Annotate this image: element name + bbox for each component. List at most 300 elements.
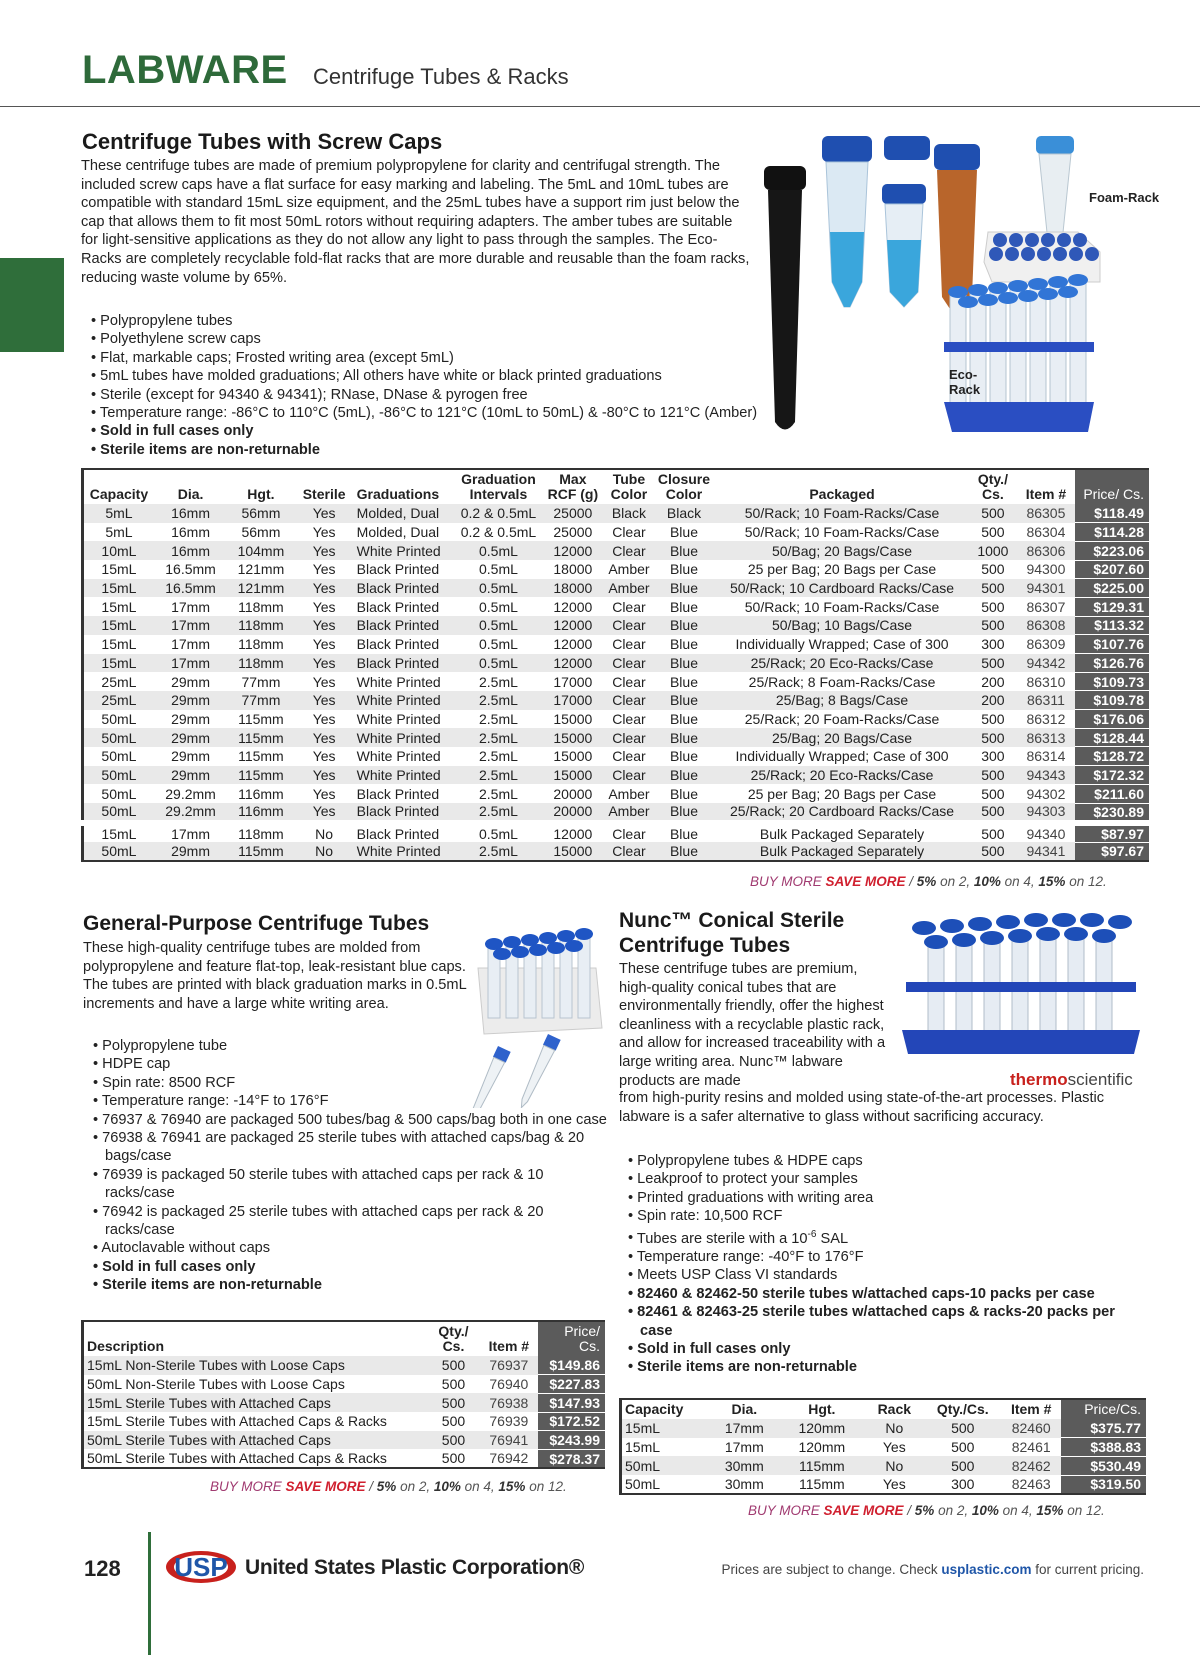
table-cell: Blue (653, 579, 714, 598)
table-cell: 29mm (154, 691, 227, 710)
table-cell: 10mL (83, 541, 154, 560)
table-cell: 82462 (1001, 1456, 1061, 1475)
list-item: • Sold in full cases only (91, 422, 851, 440)
list-item: • Autoclavable without caps (93, 1239, 613, 1257)
table-cell: 15000 (541, 842, 604, 861)
table-cell: Black Printed (354, 616, 456, 635)
general-tubes-photo (470, 918, 605, 1108)
table-cell: $172.32 (1075, 766, 1149, 785)
column-header: Price/ Cs. (538, 1321, 605, 1356)
table-cell: 2.5mL (478, 785, 518, 802)
table-row (621, 1419, 1147, 1438)
table-cell: 500 (981, 785, 1005, 802)
table-cell: Yes (882, 1475, 906, 1492)
table-cell: 500 (951, 1439, 975, 1456)
column-header: Price/ Cs. (1075, 469, 1149, 504)
table-cell: 17mm (171, 636, 211, 653)
table-cell: 94300 (1026, 561, 1066, 578)
table-cell: Clear (604, 541, 653, 560)
table-cell: 56mm (241, 524, 281, 541)
page-category-title: LABWARE (82, 48, 288, 92)
table-cell: No (295, 823, 354, 843)
table-cell: 2.5mL (456, 691, 542, 710)
table-cell: 500 (969, 728, 1016, 747)
list-item: • Polypropylene tube (93, 1037, 613, 1055)
table-cell: Blue (653, 728, 714, 747)
table-cell: 2.5mL (456, 842, 542, 861)
list-item: • Leakproof to protect your samples (628, 1170, 1148, 1188)
table-cell: 50mL (83, 766, 154, 785)
table-cell: 50mL Non-Sterile Tubes with Loose Caps (87, 1376, 345, 1393)
volume-discount-note: BUY MORE SAVE MORE / 5% on 2, 10% on 4, 15% on 12. (748, 1503, 1105, 1518)
table-cell: 50/Rack; 10 Cardboard Racks/Case (715, 579, 970, 598)
table-cell: Clear (612, 673, 646, 690)
table-cell: 15mL (621, 1419, 710, 1438)
table-cell: Clear (604, 616, 653, 635)
table-cell: 50mL (621, 1456, 710, 1475)
table-cell: Yes (295, 654, 354, 673)
table-cell: 12000 (541, 823, 604, 843)
list-item: • Sterile items are non-returnable (628, 1358, 1148, 1376)
table-cell: Black Printed (354, 803, 456, 823)
table-row (83, 1449, 606, 1468)
table-cell: Amber (604, 803, 653, 823)
table-cell: 82463 (1011, 1475, 1051, 1492)
table-cell: $211.60 (1075, 784, 1149, 803)
table-cell: Yes (312, 748, 336, 765)
table-cell: Yes (312, 524, 336, 541)
table-cell: 15000 (553, 710, 593, 727)
table-cell: Bulk Packaged Separately (715, 842, 970, 861)
table-cell: White Printed (354, 842, 456, 861)
table-cell: Blue (669, 636, 698, 653)
table-cell: 15mL Sterile Tubes with Attached Caps (83, 1393, 428, 1412)
section-tab-marker (0, 258, 64, 352)
table-cell: 0.2 & 0.5mL (460, 524, 537, 541)
table-cell: 76937 (480, 1356, 539, 1375)
column-header: Dia. (731, 1401, 758, 1417)
table-cell: 94301 (1016, 579, 1075, 598)
table-cell: No (864, 1419, 924, 1438)
table-cell: 118mm (227, 616, 294, 635)
table-cell: 115mm (227, 728, 294, 747)
table-cell: 17mm (171, 598, 211, 615)
list-item: • 82461 & 82463-25 sterile tubes w/attached caps & racks-20 packs per case (628, 1303, 1148, 1340)
table-cell: 25/Rack; 20 Eco-Racks/Case (715, 766, 970, 785)
table-cell: 115mm (238, 748, 284, 765)
table-cell: 2.5mL (456, 728, 542, 747)
table-cell: 500 (441, 1376, 466, 1393)
table-cell: $530.49 (1061, 1456, 1146, 1475)
table-cell: 500 (969, 823, 1016, 843)
table-cell: Clear (612, 710, 646, 727)
table-cell: White Printed (354, 691, 456, 710)
column-header: Tube Color (610, 471, 648, 502)
table-cell: 12000 (553, 598, 593, 615)
list-item: • 76942 is packaged 25 sterile tubes with attached caps per rack & 20 racks/case (93, 1203, 613, 1240)
table-cell: 25mL (101, 673, 137, 690)
table-cell: Blue (669, 748, 698, 765)
table-cell: 0.5mL (456, 541, 542, 560)
table-cell: 12000 (541, 541, 604, 560)
table-cell: 29mm (171, 673, 211, 690)
table-cell: $388.83 (1061, 1438, 1146, 1457)
table-row (83, 523, 1150, 542)
table-cell: Black Printed (356, 561, 440, 578)
table-cell: Amber (604, 579, 653, 598)
list-item: • Polypropylene tubes (91, 312, 851, 330)
column-header: Capacity (625, 1401, 684, 1417)
table-cell: $118.49 (1075, 504, 1149, 523)
table-cell: White Printed (356, 710, 441, 727)
table-cell: 16mm (154, 541, 227, 560)
table-cell: Yes (295, 504, 354, 523)
page-number: 128 (84, 1556, 121, 1581)
table-cell: 86313 (1016, 728, 1075, 747)
table-cell: 15mL (101, 636, 137, 653)
table-cell: Blue (653, 766, 714, 785)
table-cell: $114.28 (1075, 523, 1149, 542)
table-row (83, 504, 1150, 523)
table-cell: 86311 (1016, 691, 1075, 710)
table-cell: Black (604, 504, 653, 523)
table-cell: 500 (925, 1456, 1002, 1475)
table-cell: 120mm (780, 1419, 865, 1438)
table-cell: 0.5mL (456, 616, 542, 635)
table-cell: 25000 (541, 504, 604, 523)
table-cell: Bulk Packaged Separately (715, 823, 970, 843)
list-item: • Sold in full cases only (628, 1340, 1148, 1358)
list-item: • Temperature range: -14°F to 176°F (93, 1092, 613, 1110)
table-cell: 0.5mL (478, 561, 518, 578)
table-row (83, 1412, 606, 1431)
table-cell: 17mm (709, 1419, 779, 1438)
table-cell: Clear (604, 654, 653, 673)
table-cell: 15mL (83, 654, 154, 673)
table-cell: 2.5mL (456, 766, 542, 785)
table-cell: 300 (981, 748, 1005, 765)
list-item: • 76937 & 76940 are packaged 500 tubes/bag & 500 caps/bag both in one case (93, 1111, 613, 1129)
list-item: • Polypropylene tubes & HDPE caps (628, 1152, 1148, 1170)
table-cell: Clear (604, 691, 653, 710)
table-cell: Clear (604, 766, 653, 785)
list-item: • Spin rate: 8500 RCF (93, 1074, 613, 1092)
table-cell: 104mm (227, 541, 294, 560)
table-cell: 25/Rack; 20 Foam-Racks/Case (744, 710, 940, 727)
table-cell: 56mm (227, 504, 294, 523)
table-cell: 86304 (1026, 524, 1066, 541)
table-cell: Molded, Dual (354, 504, 456, 523)
table-cell: Blue (669, 673, 698, 690)
table-cell: 20000 (553, 785, 593, 802)
thermo-scientific-logo: thermoscientific (1010, 1070, 1133, 1089)
table-cell: 20000 (541, 803, 604, 823)
table-row (83, 1356, 606, 1375)
table-cell: 200 (981, 673, 1005, 690)
table-cell: 25 per Bag; 20 Bags per Case (747, 561, 937, 578)
table-cell: 5mL (105, 524, 133, 541)
table-cell: 118mm (227, 654, 294, 673)
table-cell: 94342 (1016, 654, 1075, 673)
list-item: • Spin rate: 10,500 RCF (628, 1207, 1148, 1225)
table-cell: 76938 (480, 1393, 539, 1412)
table-cell: 500 (441, 1450, 466, 1467)
nunc-tubes-photo (898, 912, 1144, 1062)
table-cell: 94343 (1016, 766, 1075, 785)
table-cell: 300 (981, 636, 1005, 653)
list-item: • Sold in full cases only (93, 1258, 613, 1276)
table-cell: No (864, 1456, 924, 1475)
table-cell: 0.5mL (478, 598, 518, 615)
table-cell: 500 (969, 803, 1016, 823)
table-cell: 30mm (709, 1456, 779, 1475)
table-cell: 86312 (1026, 710, 1066, 727)
list-item: • Sterile items are non-returnable (91, 441, 851, 459)
table-cell: Yes (295, 691, 354, 710)
table-cell: Clear (612, 524, 646, 541)
table-cell: 15mL (83, 616, 154, 635)
table-cell: 15000 (541, 728, 604, 747)
table-cell: 500 (969, 842, 1016, 861)
table-cell: Blue (669, 710, 698, 727)
company-name: United States Plastic Corporation® (245, 1556, 584, 1579)
table-cell: 50mL (83, 842, 154, 861)
table-cell: Clear (604, 728, 653, 747)
table-cell: 86307 (1026, 598, 1066, 615)
table-cell: $278.37 (538, 1449, 605, 1468)
table-cell: 86308 (1016, 616, 1075, 635)
table-cell: Yes (295, 579, 354, 598)
table-cell: Clear (612, 636, 646, 653)
table-cell: 15mL (625, 1439, 661, 1456)
table-cell: $172.52 (538, 1412, 605, 1431)
table-cell: 94341 (1016, 842, 1075, 861)
table-row (83, 728, 1150, 747)
table-cell: 25/Rack; 20 Cardboard Racks/Case (715, 803, 970, 823)
table-cell: 121mm (227, 579, 294, 598)
table-cell: 116mm (227, 803, 294, 823)
table-cell: 15mL Non-Sterile Tubes with Loose Caps (83, 1356, 428, 1375)
table-row (83, 784, 1150, 803)
list-item: • HDPE cap (93, 1055, 613, 1073)
table-row (83, 766, 1150, 785)
list-item: • Meets USP Class VI standards (628, 1266, 1148, 1284)
table-cell: 16mm (171, 524, 211, 541)
table-cell: $107.76 (1075, 635, 1149, 654)
table-cell: 500 (925, 1419, 1002, 1438)
table-cell: White Printed (356, 673, 441, 690)
table-cell: $126.76 (1075, 654, 1149, 673)
column-header: Graduations (356, 486, 440, 502)
table-cell: 82461 (1011, 1439, 1051, 1456)
table-cell: 16mm (154, 504, 227, 523)
table-cell: 25/Rack; 8 Foam-Racks/Case (748, 673, 936, 690)
table-cell: 86305 (1016, 504, 1075, 523)
table-cell: 1000 (969, 541, 1016, 560)
website-link[interactable]: usplastic.com (941, 1562, 1032, 1577)
table-row (83, 616, 1150, 635)
column-header: Closure Color (657, 471, 711, 502)
list-item: • 76939 is packaged 50 sterile tubes with attached caps per rack & 10 racks/case (93, 1166, 613, 1203)
list-item: • 82460 & 82462-50 sterile tubes w/attached caps-10 packs per case (628, 1285, 1148, 1303)
table-cell: 15mL (83, 579, 154, 598)
table-cell: 29mm (154, 766, 227, 785)
table-cell: 82460 (1001, 1419, 1061, 1438)
table-row (83, 654, 1150, 673)
table-cell: 50mL Sterile Tubes with Attached Caps (83, 1431, 428, 1450)
table-cell: 50mL (101, 710, 137, 727)
table-cell: 500 (969, 616, 1016, 635)
table-cell: 18000 (541, 579, 604, 598)
table-cell: 115mm (238, 710, 284, 727)
volume-discount-note: BUY MORE SAVE MORE / 5% on 2, 10% on 4, 15% on 12. (750, 874, 1107, 889)
table-cell: $223.06 (1075, 541, 1149, 560)
table-row (83, 579, 1150, 598)
table-cell: Clear (612, 748, 646, 765)
section-description: These high-quality centrifuge tubes are molded from polypropylene and feature flat-top, leak-resistant blue caps. The tubes are printed with black graduation marks in 0.5mL increments and have a large white writing area. (83, 940, 467, 1012)
table-cell: 2.5mL (478, 748, 518, 765)
table-cell: 50mL (83, 728, 154, 747)
table-cell: $319.50 (1061, 1475, 1146, 1494)
section-description-part2: from high-purity resins and molded using state-of-the-art processes. Plastic labware is a safer alternative to glass without sacrificing accuracy. (619, 1090, 1105, 1125)
table-cell: 118mm (238, 598, 284, 615)
table-cell: 50/Bag; 20 Bags/Case (715, 541, 970, 560)
table-cell: $225.00 (1075, 579, 1149, 598)
table-row (83, 823, 1150, 843)
black-tube-icon (764, 166, 806, 430)
usp-logo (164, 1549, 238, 1585)
table-cell: Clear (612, 598, 646, 615)
table-cell: 17000 (553, 673, 593, 690)
column-header: Qty./ Cs. (977, 471, 1008, 502)
table-cell: 500 (981, 561, 1005, 578)
table-cell: 15mL (83, 823, 154, 843)
table-cell: 115mm (799, 1475, 845, 1492)
table-cell: Yes (312, 673, 336, 690)
table-cell: 500 (969, 579, 1016, 598)
table-row (83, 1375, 606, 1394)
table-cell: Blue (669, 785, 698, 802)
footer-divider (148, 1532, 151, 1655)
table-cell: 2.5mL (478, 673, 518, 690)
column-header: Item # (488, 1338, 530, 1354)
column-header: Hgt. (247, 486, 275, 502)
eco-rack-icon (944, 274, 1094, 432)
table-cell: 94302 (1026, 785, 1066, 802)
table-row (83, 691, 1150, 710)
table-cell: Blue (669, 561, 698, 578)
table-cell: 25000 (553, 524, 593, 541)
table-cell: 30mm (724, 1475, 764, 1492)
table-cell: Clear (604, 823, 653, 843)
table-cell: 18000 (553, 561, 593, 578)
table-cell: 500 (427, 1431, 479, 1450)
column-header: Graduation Intervals (461, 471, 536, 502)
table-cell: White Printed (354, 541, 456, 560)
table-cell: 15mL (101, 598, 137, 615)
table-row (83, 560, 1150, 579)
table-cell: Yes (295, 728, 354, 747)
table-cell: Yes (312, 561, 336, 578)
table-cell: $109.73 (1075, 672, 1149, 691)
table-cell: 118mm (238, 636, 284, 653)
column-header: Rack (877, 1401, 912, 1417)
table-cell: 0.5mL (456, 579, 542, 598)
table-cell: 50/Rack; 10 Foam-Racks/Case (744, 598, 940, 615)
feature-list (91, 312, 851, 459)
table-cell: 25 per Bag; 20 Bags per Case (747, 785, 937, 802)
column-header: Qty./ Cs. (438, 1323, 469, 1354)
table-cell: $129.31 (1075, 597, 1149, 616)
table-cell: 15000 (541, 766, 604, 785)
table-cell: 17mm (724, 1439, 764, 1456)
table-cell: 115mm (227, 766, 294, 785)
table-cell: 115mm (780, 1456, 865, 1475)
table-row (83, 597, 1150, 616)
table-cell: Yes (882, 1439, 906, 1456)
table-cell: Yes (295, 766, 354, 785)
list-item: • Flat, markable caps; Frosted writing area (except 5mL) (91, 349, 851, 367)
page-subtitle: Centrifuge Tubes & Racks (313, 64, 569, 89)
table-cell: $87.97 (1075, 823, 1149, 843)
pricing-note: Prices are subject to change. Check usplastic.com for current pricing. (721, 1562, 1144, 1577)
list-item: • 5mL tubes have molded graduations; All others have white or black printed graduations (91, 367, 851, 385)
centrifuge-tubes-photo (748, 132, 1148, 448)
table-cell: 17mm (154, 823, 227, 843)
table-cell: 500 (441, 1413, 466, 1430)
table-cell: 50mL Sterile Tubes with Attached Caps & Racks (87, 1450, 387, 1467)
list-item: • Temperature range: -86°C to 110°C (5mL), -86°C to 121°C (10mL to 50mL) & -80°C to 121°C (Amber) (91, 404, 851, 422)
column-header: Hgt. (808, 1401, 836, 1417)
table-cell: Yes (295, 616, 354, 635)
section-title: Nunc™ Conical Sterile Centrifuge Tubes (619, 909, 845, 957)
table-cell: 50mL (101, 785, 137, 802)
table-cell: 50mL (83, 803, 154, 823)
table-cell: $147.93 (538, 1393, 605, 1412)
table-cell: White Printed (356, 748, 441, 765)
column-header: Max RCF (g) (547, 471, 599, 502)
table-cell: 29mm (154, 842, 227, 861)
table-cell: 86309 (1026, 636, 1066, 653)
table-cell: Blue (669, 598, 698, 615)
table-cell: 12000 (553, 636, 593, 653)
table-cell: 77mm (227, 691, 294, 710)
table-cell: 77mm (241, 673, 281, 690)
table-cell: 116mm (238, 785, 284, 802)
table-row (83, 672, 1150, 691)
table-row (621, 1438, 1147, 1457)
column-header: Item # (1010, 1401, 1052, 1417)
table-cell: 0.5mL (456, 654, 542, 673)
table-cell: 50mL (101, 748, 137, 765)
table-cell: 121mm (237, 561, 285, 578)
table-cell: Individually Wrapped; Case of 300 (735, 636, 949, 653)
column-header: Packaged (809, 486, 875, 502)
table-cell: Blue (653, 691, 714, 710)
table-cell: Blue (653, 616, 714, 635)
table-cell: $97.67 (1075, 842, 1149, 861)
table-row (83, 747, 1150, 766)
eco-rack-label: Eco-Rack (949, 367, 981, 397)
table-cell: Black (653, 504, 714, 523)
list-item: • Temperature range: -40°F to 176°F (628, 1248, 1148, 1266)
table-cell: 29.2mm (154, 803, 227, 823)
table-cell: $149.86 (538, 1356, 605, 1375)
column-header: Capacity (89, 486, 149, 502)
table-cell: 17000 (541, 691, 604, 710)
blue-tube-icon (822, 136, 872, 307)
column-header: Price/Cs. (1061, 1399, 1146, 1419)
